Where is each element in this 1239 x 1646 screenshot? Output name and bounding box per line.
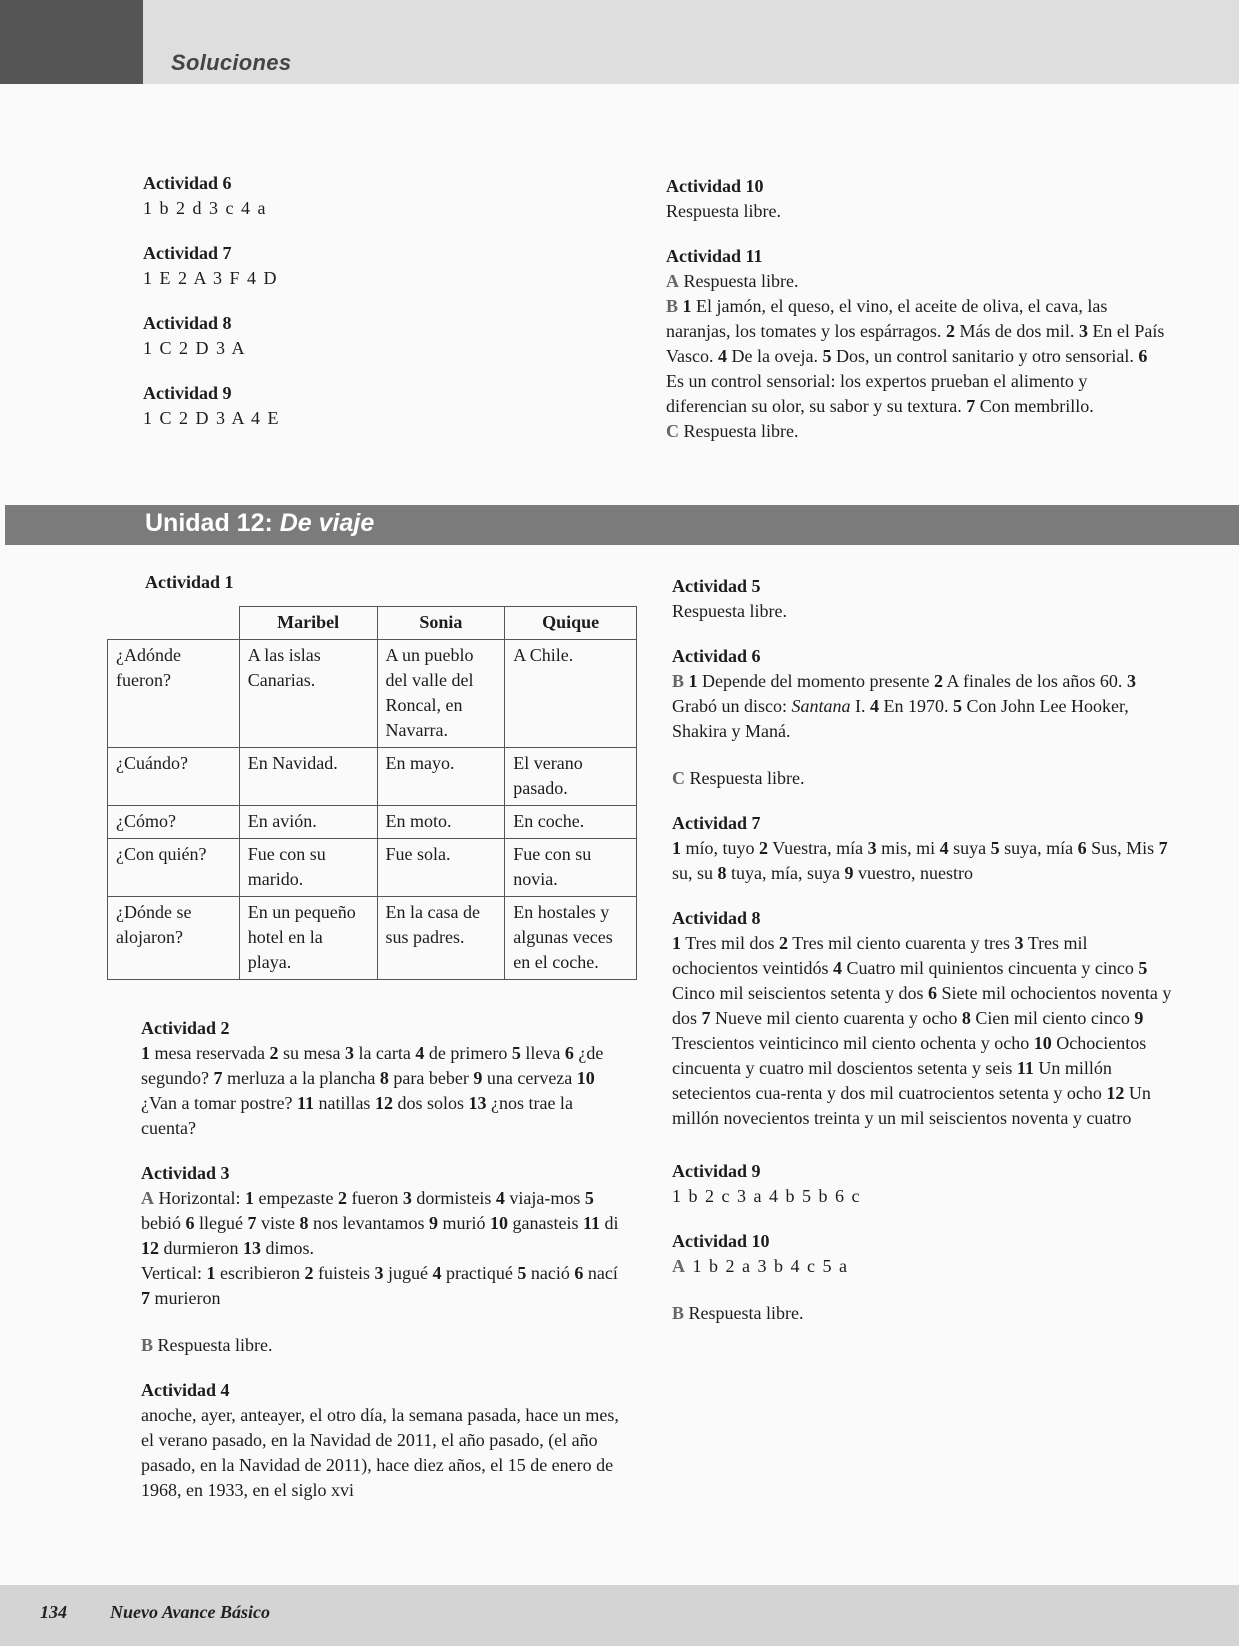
- part-label: A: [672, 1256, 687, 1276]
- part-text: Respuesta libre.: [683, 421, 799, 441]
- activity-title: Actividad 8: [143, 313, 232, 333]
- activity-title: Actividad 10: [666, 176, 764, 196]
- item-text: De la oveja.: [731, 346, 818, 366]
- activity-6-top: [143, 171, 623, 221]
- item-text: viaja-mos: [509, 1188, 581, 1208]
- table-cell-question: ¿Cómo?: [108, 806, 240, 839]
- table-cell: En moto.: [377, 806, 505, 839]
- book-title: Nuevo Avance Básico: [110, 1602, 270, 1622]
- item-number: 7: [966, 396, 976, 416]
- item-number: 3: [402, 1188, 412, 1208]
- activity-part-c: [672, 766, 1172, 791]
- item-text: Nueve mil ciento cuarenta y ocho: [715, 1008, 958, 1028]
- item-text: para beber: [393, 1068, 469, 1088]
- activity-part-a-horizontal: [141, 1186, 631, 1261]
- table-cell: A un pueblo del valle del Roncal, en Navarra.: [377, 640, 505, 748]
- item-number: 5: [953, 696, 962, 716]
- item-number: 5: [584, 1188, 594, 1208]
- table-cell-question: ¿Adónde fueron?: [108, 640, 240, 748]
- item-number: 5: [511, 1043, 521, 1063]
- activity-part-b: [672, 669, 1172, 744]
- item-number: 2: [269, 1043, 279, 1063]
- item-number: 4: [718, 346, 727, 366]
- table-row: [108, 806, 637, 839]
- item-number: 6: [574, 1263, 584, 1283]
- item-number: 3: [374, 1263, 384, 1283]
- item-text: su, su: [672, 863, 714, 883]
- item-number: 9: [473, 1068, 483, 1088]
- activity-part-a-vertical: [141, 1261, 631, 1311]
- item-number: 1: [141, 1043, 150, 1063]
- activity-answer: 1 b 2 d 3 c 4 a: [143, 198, 267, 218]
- horizontal-label: Horizontal:: [158, 1188, 241, 1208]
- item-text: dimos.: [265, 1238, 314, 1258]
- item-number: 7: [141, 1288, 150, 1308]
- table-header-row: [108, 607, 637, 640]
- activity-text: [141, 1041, 631, 1141]
- part-label: C: [672, 768, 685, 788]
- part-text: Respuesta libre.: [688, 1303, 804, 1323]
- unit-title: [145, 509, 374, 538]
- item-number: 9: [844, 863, 854, 883]
- page-header-title: Soluciones: [171, 50, 292, 75]
- table-cell: A las islas Canarias.: [239, 640, 377, 748]
- table-row: [108, 640, 637, 748]
- item-number: 8: [379, 1068, 389, 1088]
- activity-answer: 1 C 2 D 3 A 4 E: [143, 408, 281, 428]
- item-number: 4: [432, 1263, 442, 1283]
- item-number: 2: [304, 1263, 314, 1283]
- activity-title: Actividad 4: [141, 1380, 230, 1400]
- activity-text: [672, 931, 1172, 1131]
- item-text: ¿Van a tomar postre?: [141, 1093, 293, 1113]
- item-number: 9: [1134, 1008, 1144, 1028]
- table-cell-question: ¿Dónde se alojaron?: [108, 897, 240, 980]
- activity-part-b: [672, 1301, 1172, 1326]
- item-number: 12: [1106, 1083, 1125, 1103]
- activity-5: [672, 574, 1172, 624]
- item-text: fuisteis: [317, 1263, 370, 1283]
- table-cell: En mayo.: [377, 748, 505, 806]
- table-header-cell: Quique: [505, 607, 637, 640]
- activity-title: Actividad 6: [672, 646, 761, 666]
- activity-title: Actividad 7: [143, 243, 232, 263]
- item-text: mis, mi: [881, 838, 936, 858]
- part-text: Respuesta libre.: [157, 1335, 273, 1355]
- activity-part-c: [666, 419, 1166, 444]
- activity-10: [672, 1229, 1172, 1326]
- part-label: A: [666, 271, 679, 291]
- table-cell: El verano pasado.: [505, 748, 637, 806]
- item-text: Más de dos mil.: [959, 321, 1075, 341]
- item-text: Cien mil ciento cinco: [975, 1008, 1130, 1028]
- item-number: 6: [564, 1043, 574, 1063]
- item-number: 13: [468, 1093, 487, 1113]
- item-number: 12: [374, 1093, 393, 1113]
- item-number: 4: [495, 1188, 505, 1208]
- item-text: ¿de segundo?: [141, 1043, 604, 1088]
- item-number: 1: [688, 671, 698, 691]
- item-number: 2: [759, 838, 769, 858]
- item-text: empezaste: [258, 1188, 334, 1208]
- activity-1-title: Actividad 1: [145, 572, 234, 592]
- item-text: Tres mil dos: [685, 933, 775, 953]
- item-number: 9: [428, 1213, 438, 1233]
- item-text: mesa reservada: [154, 1043, 265, 1063]
- activity-title: Actividad 7: [672, 813, 761, 833]
- item-text: tuya, mía, suya: [731, 863, 840, 883]
- item-text: una cerveza: [486, 1068, 573, 1088]
- item-text: viste: [260, 1213, 295, 1233]
- item-number: 4: [415, 1043, 425, 1063]
- item-text: suya: [953, 838, 987, 858]
- item-text: durmieron: [163, 1238, 239, 1258]
- part-text: Respuesta libre.: [689, 768, 805, 788]
- table-header-cell: Sonia: [377, 607, 505, 640]
- activity-title: Actividad 3: [141, 1163, 230, 1183]
- table-cell: Fue con su novia.: [505, 839, 637, 897]
- item-text: Depende del momento presente: [702, 671, 930, 691]
- item-text: suya, mía: [1004, 838, 1074, 858]
- item-text: de primero: [428, 1043, 508, 1063]
- item-text: lleva: [525, 1043, 561, 1063]
- item-number: 2: [337, 1188, 347, 1208]
- item-number: 1: [672, 838, 681, 858]
- activity-title: Actividad 2: [141, 1018, 230, 1038]
- part-answer: 1 b 2 a 3 b 4 c 5 a: [692, 1256, 849, 1276]
- item-number: 8: [961, 1008, 971, 1028]
- page-number: 134: [40, 1602, 67, 1622]
- item-text: murieron: [154, 1288, 221, 1308]
- item-text: practiqué: [445, 1263, 513, 1283]
- item-text: Un millón novecientos treinta y un mil seiscientos noventa y cuatro: [672, 1083, 1151, 1128]
- item-text: dormisteis: [416, 1188, 492, 1208]
- item-text: mío, tuyo: [685, 838, 755, 858]
- item-text: Con membrillo.: [979, 396, 1094, 416]
- activity-title: Actividad 8: [672, 908, 761, 928]
- item-text: Ochocientos cincuenta y cuatro mil doscientos setenta y seis: [672, 1033, 1147, 1078]
- item-text: murió: [442, 1213, 486, 1233]
- part-label: A: [141, 1188, 154, 1208]
- activity-title: Actividad 6: [143, 173, 232, 193]
- table-row: [108, 897, 637, 980]
- item-number: 10: [576, 1068, 595, 1088]
- item-number: 13: [242, 1238, 261, 1258]
- item-number: 10: [1033, 1033, 1052, 1053]
- table-header-cell: Maribel: [239, 607, 377, 640]
- activity-title: Actividad 9: [143, 383, 232, 403]
- vertical-label: Vertical:: [141, 1263, 202, 1283]
- unit-title-prefix: Unidad 12:: [145, 509, 273, 537]
- item-text: Siete mil ochocientos noventa y dos: [672, 983, 1172, 1028]
- item-text: su mesa: [282, 1043, 341, 1063]
- table-cell: A Chile.: [505, 640, 637, 748]
- table-cell: Fue sola.: [377, 839, 505, 897]
- activity-text: Respuesta libre.: [672, 601, 787, 621]
- item-number: 6: [1138, 346, 1148, 366]
- item-text: di: [604, 1213, 619, 1233]
- table-cell: En un pequeño hotel en la playa.: [239, 897, 377, 980]
- item-number: 8: [717, 863, 727, 883]
- activity-6: [672, 644, 1172, 791]
- activity-title: Actividad 10: [672, 1231, 770, 1251]
- table-row: [108, 748, 637, 806]
- activity-part-b: [141, 1333, 631, 1358]
- activity-3: [141, 1161, 631, 1358]
- item-text: Trescientos veinticinco mil ciento ochenta y ocho: [672, 1033, 1030, 1053]
- item-number: 4: [939, 838, 949, 858]
- bottom-left-column: [141, 1016, 631, 1523]
- item-number: 10: [489, 1213, 508, 1233]
- unit-title-name: De viaje: [279, 509, 375, 537]
- item-text: Es un control sensorial: los expertos prueban el alimento y diferencian su olor, su sabor y su textura.: [666, 371, 1088, 416]
- activity-8: [672, 906, 1172, 1131]
- table-cell: En avión.: [239, 806, 377, 839]
- item-text: la carta: [358, 1043, 411, 1063]
- item-number: 11: [1016, 1058, 1034, 1078]
- item-text: El jamón, el queso, el vino, el aceite de oliva, el cava, las naranjas, los tomates y los espárragos.: [666, 296, 1108, 341]
- item-text: ¿nos trae la cuenta?: [141, 1093, 573, 1138]
- bottom-right-column: [672, 574, 1172, 1346]
- item-text: vuestro, nuestro: [858, 863, 973, 883]
- table-cell: En la casa de sus padres.: [377, 897, 505, 980]
- item-text: Grabó un disco:: [672, 696, 787, 716]
- item-text: merluza a la plancha: [226, 1068, 376, 1088]
- table-cell: En hostales y algunas veces en el coche.: [505, 897, 637, 980]
- item-number: 6: [927, 983, 937, 1003]
- item-number: 3: [1078, 321, 1088, 341]
- item-number: 4: [832, 958, 842, 978]
- item-number: 11: [296, 1093, 314, 1113]
- item-number: 3: [1126, 671, 1136, 691]
- activity-1-table: [107, 606, 637, 980]
- part-text: Respuesta libre.: [683, 271, 799, 291]
- item-number: 7: [701, 1008, 711, 1028]
- item-number: 6: [1077, 838, 1087, 858]
- table-cell-question: ¿Con quién?: [108, 839, 240, 897]
- item-number: 2: [933, 671, 943, 691]
- activity-title: Actividad 11: [666, 246, 763, 266]
- item-text: Un millón setecientos cua-renta y dos mil cuatrocientos setenta y ocho: [672, 1058, 1112, 1103]
- activity-9-top: [143, 381, 623, 431]
- activity-title: Actividad 9: [672, 1161, 761, 1181]
- activity-text: anoche, ayer, anteayer, el otro día, la semana pasada, hace un mes, el verano pasado, en la Navidad de 2011, el año pasado, (el año pasado, en la Navidad de 2011), hace diez años, el 15 de enero de 1968, en 1933, en el siglo xvi: [141, 1405, 619, 1500]
- item-text: I.: [855, 696, 866, 716]
- item-number: 5: [1138, 958, 1148, 978]
- item-number: 1: [206, 1263, 216, 1283]
- table-row: [108, 839, 637, 897]
- activity-7-top: [143, 241, 623, 291]
- item-text: Dos, un control sanitario y otro sensorial.: [835, 346, 1134, 366]
- table-cell: En Navidad.: [239, 748, 377, 806]
- item-number: 2: [779, 933, 789, 953]
- item-number: 5: [990, 838, 1000, 858]
- item-text: Tres mil ochocientos veintidós: [672, 933, 1088, 978]
- item-text: nació: [530, 1263, 570, 1283]
- activity-part-a: [666, 269, 1166, 294]
- item-text: fueron: [351, 1188, 399, 1208]
- activity-2: [141, 1016, 631, 1141]
- top-left-column: [143, 171, 623, 451]
- activity-10-top: [666, 174, 1166, 224]
- part-label: B: [672, 671, 685, 691]
- item-number: 2: [945, 321, 955, 341]
- item-text: natillas: [318, 1093, 371, 1113]
- part-label: B: [666, 296, 679, 316]
- activity-title: Actividad 5: [672, 576, 761, 596]
- activity-answer: 1 b 2 c 3 a 4 b 5 b 6 c: [672, 1186, 861, 1206]
- item-text: Cinco mil seiscientos setenta y dos: [672, 983, 924, 1003]
- item-number: 11: [582, 1213, 600, 1233]
- part-label: B: [141, 1335, 154, 1355]
- table-cell-question: ¿Cuándo?: [108, 748, 240, 806]
- item-text: dos solos: [397, 1093, 464, 1113]
- part-label: B: [672, 1303, 685, 1323]
- item-text: escribieron: [219, 1263, 300, 1283]
- activity-11-top: [666, 244, 1166, 444]
- item-number: 1: [682, 296, 692, 316]
- item-text: En el País Vasco.: [666, 321, 1165, 366]
- item-number: 7: [1158, 838, 1168, 858]
- item-number: 3: [344, 1043, 354, 1063]
- table-cell: En coche.: [505, 806, 637, 839]
- item-text: A finales de los años 60.: [946, 671, 1123, 691]
- activity-4: [141, 1378, 631, 1503]
- item-text: jugué: [387, 1263, 428, 1283]
- top-right-column: [666, 174, 1166, 464]
- activity-part-a: [672, 1254, 1172, 1279]
- activity-text: Respuesta libre.: [666, 201, 781, 221]
- item-text: ganasteis: [512, 1213, 579, 1233]
- item-number: 7: [213, 1068, 223, 1088]
- item-text: llegué: [199, 1213, 243, 1233]
- item-number: 4: [870, 696, 879, 716]
- item-number: 3: [867, 838, 877, 858]
- item-number: 12: [141, 1238, 159, 1258]
- activity-answer: 1 E 2 A 3 F 4 D: [143, 268, 279, 288]
- activity-7: [672, 811, 1172, 886]
- activity-answer: 1 C 2 D 3 A: [143, 338, 247, 358]
- table-cell: Fue con su marido.: [239, 839, 377, 897]
- item-text: Vuestra, mía: [772, 838, 864, 858]
- item-text: bebió: [141, 1213, 181, 1233]
- table-header-empty: [108, 607, 240, 640]
- header-block: [0, 0, 143, 84]
- item-text: En 1970.: [883, 696, 949, 716]
- activity-part-b: [666, 294, 1166, 419]
- item-number: 6: [185, 1213, 195, 1233]
- item-number: 7: [247, 1213, 257, 1233]
- item-text: Tres mil ciento cuarenta y tres: [792, 933, 1011, 953]
- item-text: Con John Lee Hooker, Shakira y Maná.: [672, 696, 1129, 741]
- item-number: 1: [672, 933, 681, 953]
- activity-9: [672, 1159, 1172, 1209]
- item-number: 5: [822, 346, 832, 366]
- album-title: Santana: [791, 696, 851, 716]
- part-label: C: [666, 421, 679, 441]
- activity-text: [672, 836, 1172, 886]
- item-text: nací: [587, 1263, 618, 1283]
- item-number: 3: [1014, 933, 1024, 953]
- item-text: Sus, Mis: [1091, 838, 1155, 858]
- header-band: [143, 0, 1239, 84]
- item-text: nos levantamos: [312, 1213, 425, 1233]
- item-number: 8: [299, 1213, 309, 1233]
- activity-8-top: [143, 311, 623, 361]
- item-number: 5: [517, 1263, 527, 1283]
- item-number: 1: [244, 1188, 254, 1208]
- item-text: Cuatro mil quinientos cincuenta y cinco: [846, 958, 1134, 978]
